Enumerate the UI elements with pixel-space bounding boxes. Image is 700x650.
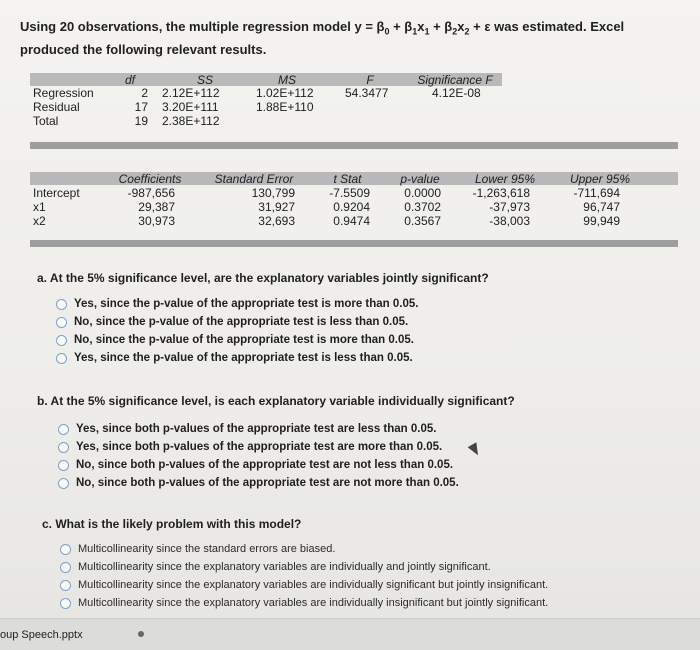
question-b: b. At the 5% significance level, is each explanatory variable individually significant? <box>37 394 515 408</box>
anova-cell: 2 <box>141 86 148 100</box>
coef-header-coefficients: Coefficients <box>118 172 182 186</box>
coef-cell: 30,973 <box>138 214 175 228</box>
anova-bottom-bar <box>30 142 678 149</box>
option-c-1[interactable]: Multicollinearity since the standard errors are biased. <box>60 543 335 555</box>
intro-text-2: produced the following relevant results. <box>20 41 267 57</box>
intro-text: Using 20 observations, the multiple regression model y = β <box>20 19 385 34</box>
coef-cell: -37,973 <box>489 200 530 214</box>
anova-cell: 54.3477 <box>345 86 389 100</box>
coef-row-label: x2 <box>33 214 46 228</box>
option-a-3[interactable]: No, since the p-value of the appropriate test is more than 0.05. <box>56 334 414 346</box>
coef-cell: 0.3567 <box>404 214 441 228</box>
anova-cell: 1.88E+110 <box>256 100 314 114</box>
coef-header-se: Standard Error <box>214 172 294 186</box>
anova-cell: 17 <box>134 100 148 114</box>
radio-icon[interactable] <box>56 335 67 346</box>
option-c-2[interactable]: Multicollinearity since the explanatory variables are individually and jointly significant. <box>60 561 491 573</box>
question-c: c. What is the likely problem with this model? <box>42 517 302 531</box>
option-a-1[interactable]: Yes, since the p-value of the appropriate test is more than 0.05. <box>56 298 418 310</box>
option-c-3[interactable]: Multicollinearity since the explanatory variables are individually significant but jointly insignificant. <box>60 579 548 591</box>
option-b-3[interactable]: No, since both p-values of the appropriate test are not less than 0.05. <box>58 459 453 471</box>
question-a: a. At the 5% significance level, are the explanatory variables jointly significant? <box>37 271 489 285</box>
radio-icon[interactable] <box>60 580 71 591</box>
option-a-2[interactable]: No, since the p-value of the appropriate test is less than 0.05. <box>56 316 408 328</box>
anova-cell: 4.12E-08 <box>432 86 481 100</box>
anova-cell: 1.02E+112 <box>256 86 314 100</box>
problem-statement: Using 20 observations, the multiple regression model $y = \beta_0 + \beta_1x_1 + \beta_2x_2 + \varepsilon$ was estimated. Excel produced the following relevant results. <box>20 19 625 57</box>
option-b-1[interactable]: Yes, since both p-values of the appropriate test are less than 0.05. <box>58 423 436 435</box>
anova-row-label: Residual <box>33 100 80 114</box>
taskbar-dot-icon <box>138 631 144 637</box>
anova-header-df: df <box>124 73 135 87</box>
coef-cell: 0.9204 <box>333 200 370 214</box>
anova-cell: 2.38E+112 <box>162 114 220 128</box>
coef-cell: 32,693 <box>258 214 295 228</box>
anova-row-label: Total <box>33 114 59 128</box>
radio-icon[interactable] <box>56 317 67 328</box>
coef-header-upper95: Upper 95% <box>569 172 631 186</box>
anova-cell: 2.12E+112 <box>162 86 220 100</box>
coef-cell: 0.9474 <box>333 214 370 228</box>
mouse-cursor-icon <box>468 442 483 457</box>
coef-cell: -987,656 <box>127 186 175 200</box>
coef-cell: 99,949 <box>583 214 620 228</box>
anova-cell: 3.20E+111 <box>162 100 219 114</box>
coef-row-label: Intercept <box>33 186 80 200</box>
coef-header-lower95: Lower 95% <box>474 172 536 186</box>
coef-cell: -1,263,618 <box>472 186 530 200</box>
taskbar-file-tab[interactable]: oup Speech.pptx <box>0 629 83 641</box>
coef-row-label: x1 <box>33 200 46 214</box>
anova-cell: 19 <box>134 114 148 128</box>
radio-icon[interactable] <box>56 299 67 310</box>
option-b-2[interactable]: Yes, since both p-values of the appropriate test are more than 0.05. <box>58 441 442 453</box>
coef-header-tstat: t Stat <box>333 172 362 186</box>
coef-bottom-bar <box>30 240 678 247</box>
radio-icon[interactable] <box>58 460 69 471</box>
coef-cell: -7.5509 <box>329 186 370 200</box>
coef-cell: 130,799 <box>251 186 295 200</box>
coef-cell: 31,927 <box>258 200 295 214</box>
radio-icon[interactable] <box>60 598 71 609</box>
coef-cell: 29,387 <box>138 200 175 214</box>
anova-header-sigf: Significance F <box>417 73 493 87</box>
option-a-4[interactable]: Yes, since the p-value of the appropriate test is less than 0.05. <box>56 352 413 364</box>
anova-header-ss: SS <box>196 73 213 87</box>
coef-cell: -38,003 <box>489 214 530 228</box>
anova-header-ms: MS <box>278 73 296 87</box>
radio-icon[interactable] <box>58 478 69 489</box>
coef-cell: 0.0000 <box>404 186 441 200</box>
radio-icon[interactable] <box>56 353 67 364</box>
taskbar <box>0 618 700 650</box>
radio-icon[interactable] <box>58 442 69 453</box>
coef-cell: 96,747 <box>583 200 620 214</box>
radio-icon[interactable] <box>60 562 71 573</box>
coef-cell: 0.3702 <box>404 200 441 214</box>
anova-row-label: Regression <box>33 86 94 100</box>
option-c-4[interactable]: Multicollinearity since the explanatory variables are individually insignificant but jointly significant. <box>60 597 548 609</box>
radio-icon[interactable] <box>60 544 71 555</box>
option-b-4[interactable]: No, since both p-values of the appropriate test are not more than 0.05. <box>58 477 459 489</box>
radio-icon[interactable] <box>58 424 69 435</box>
anova-header-f: F <box>366 73 374 87</box>
coef-cell: -711,694 <box>573 186 620 200</box>
coef-header-pvalue: p-value <box>400 172 440 186</box>
